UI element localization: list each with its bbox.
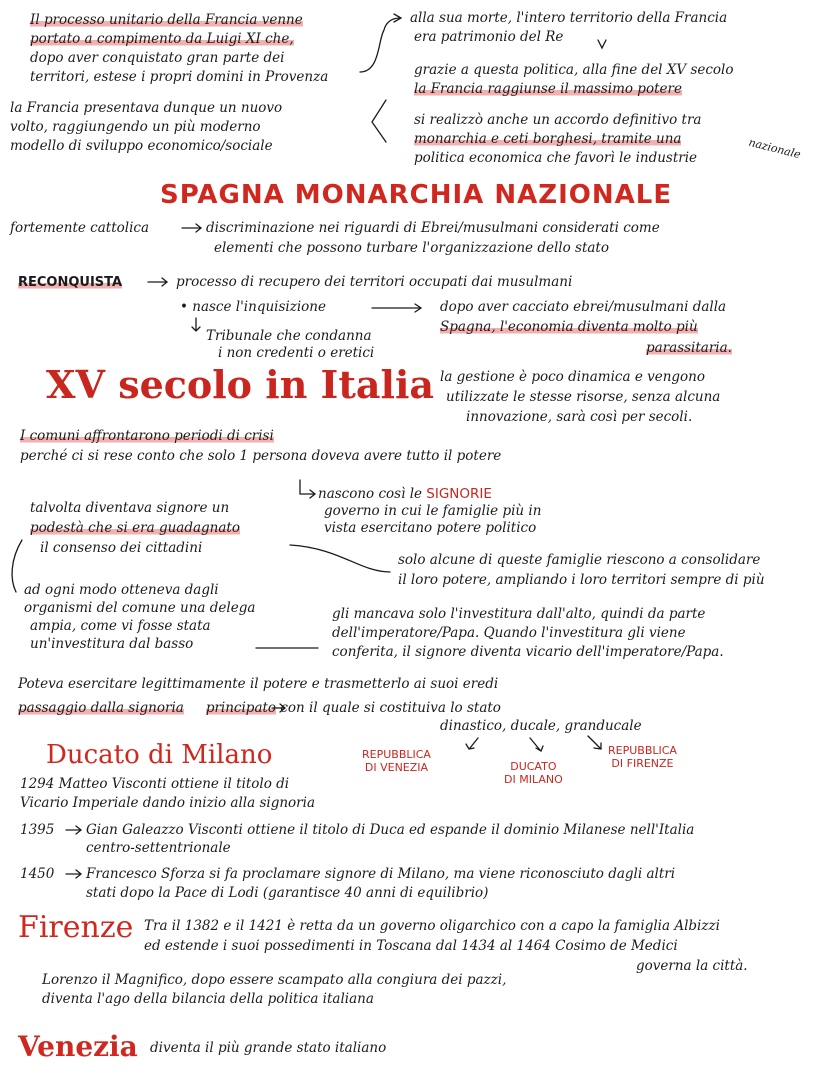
tribunale-line: Tribunale che condanna bbox=[206, 328, 372, 344]
investitura-line: conferita, il signore diventa vicario dell'imperatore/Papa. bbox=[332, 644, 724, 660]
comuni-line: I comuni affrontarono periodi di crisi bbox=[20, 428, 274, 444]
spagna-dopo-line: parassitaria. bbox=[646, 340, 732, 356]
gestione-line: utilizzate le stesse risorse, senza alcuna bbox=[446, 389, 721, 405]
francia-nazionale-note: nazionale bbox=[747, 135, 803, 162]
spagna-cattolica: fortemente cattolica bbox=[10, 220, 150, 236]
francia-left2-line: la Francia presentava dunque un nuovo bbox=[10, 100, 283, 116]
francia-left-line: portato a compimento da Luigi XI che, bbox=[30, 31, 294, 47]
ducato-milano-label: DUCATO DI MILANO bbox=[504, 760, 563, 786]
ad-ogni-line: un'investitura dal basso bbox=[30, 636, 194, 652]
milano-1450-year: 1450 bbox=[20, 866, 55, 882]
investitura-line: gli mancava solo l'investitura dall'alto, quindi da parte bbox=[332, 606, 706, 622]
firenze-title: Firenze bbox=[18, 910, 134, 945]
francia-left-line: territori, estese i propri domini in Provenza bbox=[30, 69, 329, 85]
ad-ogni-line: ad ogni modo otteneva dagli bbox=[24, 582, 219, 598]
signorie-line: nascono così le SIGNORIE bbox=[318, 486, 492, 502]
solo-alcune-line: solo alcune di queste famiglie riescono a consolidare bbox=[398, 552, 761, 568]
gestione-line: innovazione, sarà così per secoli. bbox=[466, 409, 693, 425]
repubblica-firenze-label: REPUBBLICA DI FIRENZE bbox=[608, 744, 677, 770]
spagna-discriminazione-2: elementi che possono turbare l'organizzazione dello stato bbox=[214, 240, 609, 256]
milano-1450: stati dopo la Pace di Lodi (garantisce 40 anni di equilibrio) bbox=[86, 885, 489, 901]
venezia-title: Venezia bbox=[18, 1030, 138, 1063]
francia-right-mid: la Francia raggiunse il massimo potere bbox=[414, 81, 682, 97]
firenze-text: ed estende i suoi possedimenti in Toscana dal 1434 al 1464 Cosimo de Medici bbox=[144, 938, 678, 954]
firenze-text: governa la città. bbox=[636, 958, 748, 974]
milano-1395: Gian Galeazzo Visconti ottiene il titolo di Duca ed espande il dominio Milanese nell'Italia bbox=[86, 822, 695, 838]
francia-right-top: era patrimonio del Re bbox=[414, 29, 564, 45]
signorie-desc: governo in cui le famiglie più in bbox=[324, 503, 542, 519]
francia-right-bottom: politica economica che favorì le industrie bbox=[414, 150, 698, 166]
inquisizione: • nasce l'inquisizione bbox=[180, 299, 326, 315]
talvolta-line: il consenso dei cittadini bbox=[40, 540, 203, 556]
reconquista-label: RECONQUISTA bbox=[18, 275, 123, 290]
reconquista-desc: processo di recupero dei territori occupati dai musulmani bbox=[176, 274, 573, 290]
francia-right-top: alla sua morte, l'intero territorio della Francia bbox=[410, 10, 728, 26]
milano-1395: centro-settentrionale bbox=[86, 840, 231, 856]
ad-ogni-line: organismi del comune una delega bbox=[24, 600, 256, 616]
solo-alcune-line: il loro potere, ampliando i loro territori sempre di più bbox=[398, 572, 765, 588]
milano-title: Ducato di Milano bbox=[46, 740, 273, 770]
talvolta-line: podestà che si era guadagnato bbox=[30, 520, 240, 536]
spagna-dopo-line: Spagna, l'economia diventa molto più bbox=[440, 319, 698, 335]
venezia-text: diventa il più grande stato italiano bbox=[150, 1040, 387, 1056]
francia-left2-line: volto, raggiungendo un più moderno bbox=[10, 119, 261, 135]
ad-ogni-line: ampia, come vi fosse stata bbox=[30, 618, 211, 634]
signorie-desc: vista esercitano potere politico bbox=[324, 520, 537, 536]
italia-title: XV secolo in Italia bbox=[46, 362, 434, 407]
milano-1294: 1294 Matteo Visconti ottiene il titolo di bbox=[20, 776, 290, 792]
francia-left2-line: modello di sviluppo economico/sociale bbox=[10, 138, 273, 154]
spagna-title: SPAGNA MONARCHIA NAZIONALE bbox=[160, 180, 673, 210]
tribunale-line: i non credenti o eretici bbox=[218, 345, 375, 361]
francia-left-line: dopo aver conquistato gran parte dei bbox=[30, 50, 285, 66]
francia-right-mid: grazie a questa politica, alla fine del XV secolo bbox=[414, 62, 734, 78]
repubblica-venezia-label: REPUBBLICA DI VENEZIA bbox=[362, 748, 431, 774]
francia-right-bottom: monarchia e ceti borghesi, tramite una bbox=[414, 131, 682, 147]
lorenzo-line: Lorenzo il Magnifico, dopo essere scampato alla congiura dei pazzi, bbox=[42, 972, 507, 988]
francia-left-line: Il processo unitario della Francia venne bbox=[30, 12, 303, 28]
milano-1294: Vicario Imperiale dando inizio alla signoria bbox=[20, 795, 315, 811]
talvolta-line: talvolta diventava signore un bbox=[30, 500, 230, 516]
spagna-dopo-line: dopo aver cacciato ebrei/musulmani dalla bbox=[440, 299, 727, 315]
investitura-line: dell'imperatore/Papa. Quando l'investitura gli viene bbox=[332, 625, 686, 641]
perche-line: perché ci si rese conto che solo 1 persona doveva avere tutto il potere bbox=[20, 448, 502, 464]
milano-1450: Francesco Sforza si fa proclamare signore di Milano, ma viene riconosciuto dagli altri bbox=[86, 866, 676, 882]
francia-right-bottom: si realizzò anche un accordo definitivo tra bbox=[414, 112, 702, 128]
lorenzo-line: diventa l'ago della bilancia della politica italiana bbox=[42, 991, 374, 1007]
passaggio-line: passaggio dalla signoria principato con il quale si costituiva lo stato bbox=[18, 700, 501, 716]
milano-1395-year: 1395 bbox=[20, 822, 55, 838]
dinastico-line: dinastico, ducale, granducale bbox=[440, 718, 642, 734]
gestione-line: la gestione è poco dinamica e vengono bbox=[440, 369, 705, 385]
poteva-line: Poteva esercitare legittimamente il potere e trasmetterlo ai suoi eredi bbox=[18, 676, 499, 692]
firenze-text: Tra il 1382 e il 1421 è retta da un governo oligarchico con a capo la famiglia Albizzi bbox=[144, 918, 720, 934]
spagna-discriminazione: discriminazione nei riguardi di Ebrei/musulmani considerati come bbox=[206, 220, 660, 236]
